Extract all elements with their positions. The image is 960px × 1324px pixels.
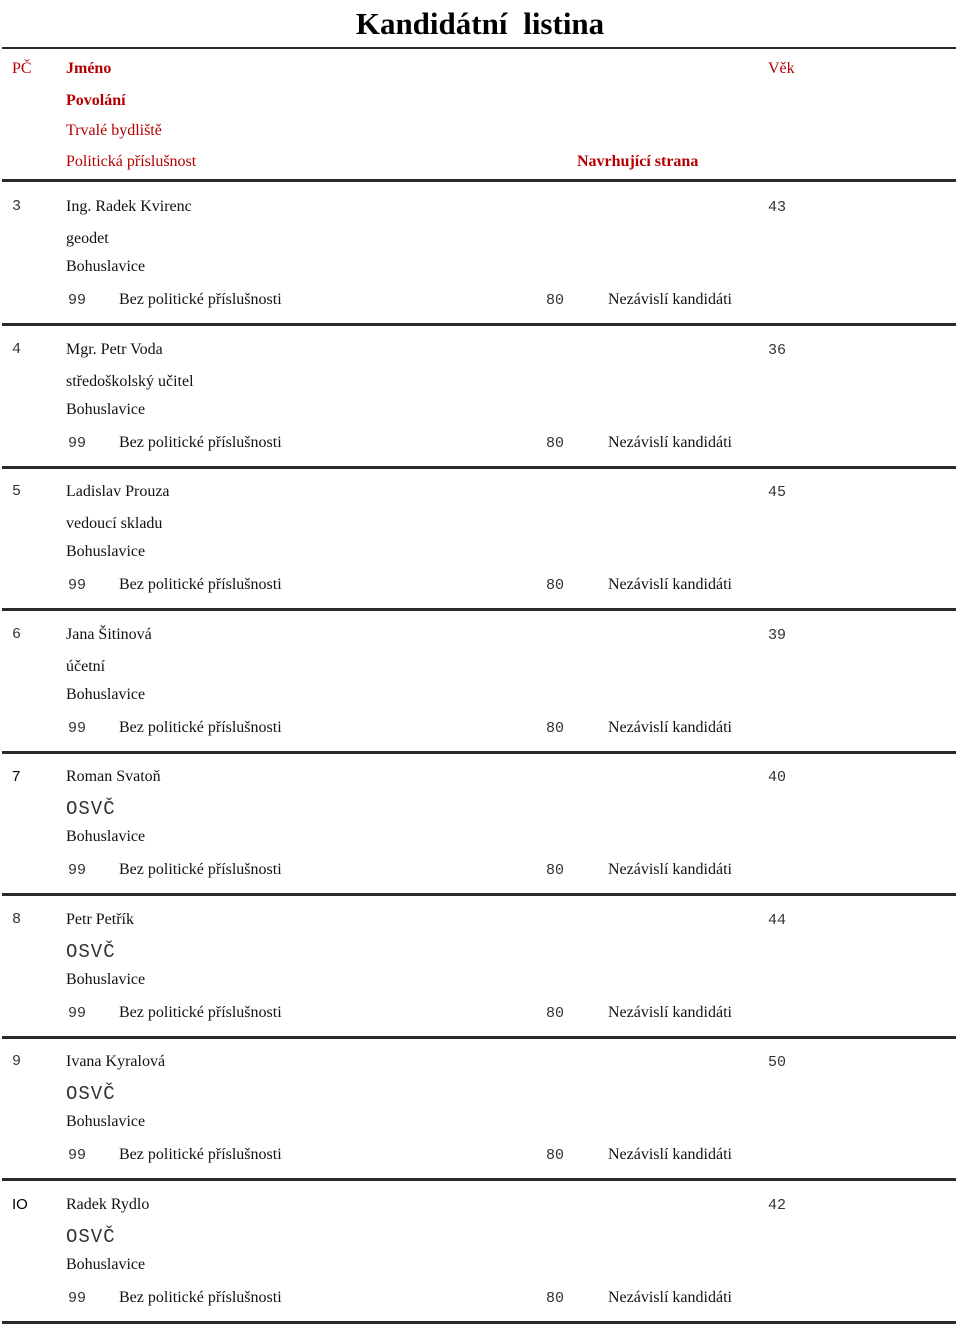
candidate-affiliation-code: 99: [68, 720, 87, 737]
candidate-affiliation: Bez politické příslušnosti: [119, 434, 282, 451]
candidate-party-code: 80: [546, 292, 565, 309]
candidate-age: 42: [768, 1197, 787, 1214]
candidate-pc: 4: [12, 341, 22, 358]
candidate-age: 36: [768, 342, 787, 359]
candidate-affiliation-code: 99: [68, 577, 87, 594]
candidate-affiliation-code: 99: [68, 1005, 87, 1022]
candidate-row: [0, 610, 960, 752]
candidate-name: Mgr. Petr Voda: [66, 341, 163, 358]
candidate-party: Nezávislí kandidáti: [608, 1289, 732, 1306]
candidate-party-code: 80: [546, 1290, 565, 1307]
candidate-affiliation-code: 99: [68, 862, 87, 879]
candidate-affiliation-code: 99: [68, 292, 87, 309]
header-strana: Navrhující strana: [577, 153, 699, 170]
candidate-age: 44: [768, 912, 787, 929]
candidate-pc: 7: [12, 768, 21, 785]
candidate-party-code: 80: [546, 435, 565, 452]
page-title: Kandidátní listina: [355, 6, 605, 41]
candidate-name: Jana Šitinová: [66, 626, 152, 643]
header-bydliste: Trvalé bydliště: [66, 122, 162, 139]
candidate-age: 39: [768, 627, 787, 644]
candidate-residence: Bohuslavice: [66, 971, 146, 988]
candidate-residence: Bohuslavice: [66, 828, 146, 845]
candidate-party: Nezávislí kandidáti: [608, 861, 732, 878]
candidate-occupation: geodet: [66, 230, 109, 247]
candidate-name: Petr Petřík: [66, 911, 134, 928]
candidate-occupation: účetní: [66, 658, 106, 675]
candidate-affiliation: Bez politické příslušnosti: [119, 1289, 282, 1306]
candidate-age: 45: [768, 484, 787, 501]
candidate-affiliation: Bez politické příslušnosti: [119, 1146, 282, 1163]
candidate-party: Nezávislí kandidáti: [608, 576, 732, 593]
candidate-party: Nezávislí kandidáti: [608, 719, 732, 736]
candidate-affiliation: Bez politické příslušnosti: [119, 719, 282, 736]
candidate-row: [0, 752, 960, 894]
header-pc: PČ: [12, 60, 32, 77]
header-prislusnost: Politická příslušnost: [66, 153, 197, 170]
candidate-affiliation-code: 99: [68, 1290, 87, 1307]
candidate-occupation: středoškolský učitel: [66, 373, 194, 390]
candidate-party: Nezávislí kandidáti: [608, 434, 732, 451]
candidate-occupation: vedoucí skladu: [66, 515, 163, 532]
candidate-name: Radek Rydlo: [66, 1196, 150, 1213]
candidate-name: Ladislav Prouza: [66, 483, 170, 500]
candidate-occupation: OSVČ: [66, 798, 116, 820]
candidate-affiliation: Bez politické příslušnosti: [119, 861, 282, 878]
header-povolani: Povolání: [66, 92, 126, 109]
header-vek: Věk: [768, 60, 795, 77]
candidate-row: [0, 895, 960, 1037]
candidate-party-code: 80: [546, 577, 565, 594]
candidate-pc: 9: [12, 1053, 22, 1070]
candidate-row: [0, 182, 960, 324]
candidate-residence: Bohuslavice: [66, 258, 146, 275]
title-divider: [2, 47, 956, 49]
header-jmeno: Jméno: [66, 60, 112, 77]
candidate-residence: Bohuslavice: [66, 686, 146, 703]
candidate-party: Nezávislí kandidáti: [608, 291, 732, 308]
candidate-occupation: OSVČ: [66, 1083, 116, 1105]
candidate-affiliation: Bez politické příslušnosti: [119, 291, 282, 308]
candidate-pc: 3: [12, 198, 22, 215]
candidate-residence: Bohuslavice: [66, 543, 146, 560]
candidate-affiliation: Bez politické příslušnosti: [119, 576, 282, 593]
candidate-party-code: 80: [546, 862, 565, 879]
candidate-affiliation-code: 99: [68, 1147, 87, 1164]
candidate-row: [0, 467, 960, 609]
candidate-row: [0, 1180, 960, 1322]
candidate-pc: 8: [12, 911, 22, 928]
candidate-party-code: 80: [546, 1147, 565, 1164]
candidate-party-code: 80: [546, 720, 565, 737]
candidate-age: 40: [768, 769, 787, 786]
candidate-name: Ivana Kyralová: [66, 1053, 166, 1070]
candidate-party-code: 80: [546, 1005, 565, 1022]
candidate-party: Nezávislí kandidáti: [608, 1004, 732, 1021]
candidate-residence: Bohuslavice: [66, 1113, 146, 1130]
candidate-occupation: OSVČ: [66, 1226, 116, 1248]
candidate-residence: Bohuslavice: [66, 1256, 146, 1273]
candidate-party: Nezávislí kandidáti: [608, 1146, 732, 1163]
candidate-occupation: OSVČ: [66, 941, 116, 963]
candidate-age: 43: [768, 199, 787, 216]
candidate-row: [0, 1037, 960, 1179]
candidate-pc: 6: [12, 626, 22, 643]
candidate-pc: IO: [12, 1196, 28, 1213]
candidate-name: Ing. Radek Kvirenc: [66, 198, 192, 215]
candidate-affiliation: Bez politické příslušnosti: [119, 1004, 282, 1021]
candidate-pc: 5: [12, 483, 22, 500]
candidate-age: 50: [768, 1054, 787, 1071]
candidate-name: Roman Svatoň: [66, 768, 161, 785]
candidate-residence: Bohuslavice: [66, 401, 146, 418]
candidate-row: [0, 325, 960, 467]
candidate-affiliation-code: 99: [68, 435, 87, 452]
